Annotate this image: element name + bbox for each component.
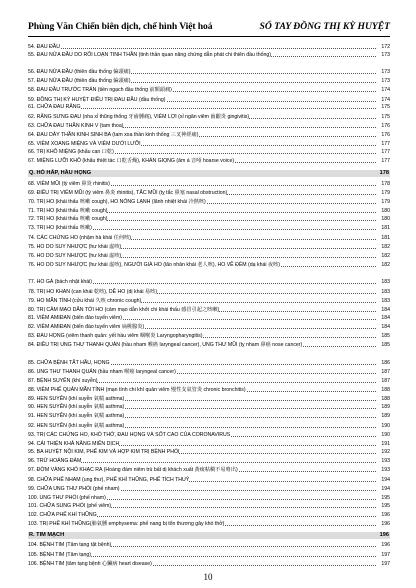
toc-entry-page: 196 xyxy=(381,512,390,518)
toc-entry-page: 175 xyxy=(381,104,390,110)
toc-entry[interactable] xyxy=(28,477,390,483)
toc-entry[interactable] xyxy=(28,387,390,393)
toc-entry-title: 57. ĐAU NỬA ĐẦU (thiên đầu thống 偏頭痛) xyxy=(28,78,131,84)
toc-entry-page: 180 xyxy=(381,216,390,222)
toc-entry-title: 66. TRỊ KHÔ MIỆNG (khẩu can 口乾) xyxy=(28,149,114,155)
toc-entry-page: 196 xyxy=(381,521,390,527)
section-title: R. TIM MẠCH xyxy=(29,532,65,538)
toc-entry-title: 88. VIÊM PHẾ QUẢN MÃN TÍNH (mạn tính chi khí quản viêm 慢性支氣管炎 chronic bronchitis) xyxy=(28,387,246,393)
toc-entry-title: 75. HO DO SUY NHƯỢC (hư khái 虛咳) xyxy=(28,244,122,250)
toc-entry-title: 84. ĐIỀU TRỊ UNG THƯ THANH QUẢN (hầu nham 喉癌 laryngeal cancer), UNG THƯ MŨI (tỵ nham 鼻癌 nose cancer) xyxy=(28,342,303,348)
toc-entry[interactable] xyxy=(28,449,390,455)
toc-entry[interactable] xyxy=(28,69,390,75)
toc-entry-title: 87. BỆNH SUYỄN (khí suyễn) xyxy=(28,378,98,384)
toc-entry[interactable] xyxy=(28,315,390,321)
toc-entry-title: 59. ĐỒNG THỊ KỲ HUYỆT ĐIỀU TRỊ ĐAU ĐẦU (đầu thống) xyxy=(28,97,166,103)
toc-entry-page: 193 xyxy=(381,467,390,473)
toc-entry[interactable] xyxy=(28,298,390,304)
toc-entry-title: 58. ĐAU ĐẦU TRƯỚC TRÁN (tiền ngạch đầu thống 前額頭痛) xyxy=(28,87,172,93)
toc-entry-title: 102. CHỮA PHẾ KHÍ THŨNG xyxy=(28,512,97,518)
toc-entry-title: 96. TRỪ HOÁNG ĐÀM xyxy=(28,458,82,464)
toc-entry-title: 61. CHỮA ĐAU RĂNG xyxy=(28,104,81,110)
toc-entry[interactable] xyxy=(28,158,390,164)
toc-entry[interactable] xyxy=(28,244,390,250)
toc-entry-title: 104. BỆNH TIM (Tâm tạng tật bệnh) xyxy=(28,542,112,548)
toc-entry-page: 182 xyxy=(381,244,390,250)
toc-entry[interactable] xyxy=(28,552,390,558)
toc-entry-title: 68. VIÊM MŨI (tỳ viêm 鼻炎 rhinitis) xyxy=(28,181,110,187)
toc-entry-page: 195 xyxy=(381,503,390,509)
toc-entry[interactable] xyxy=(28,87,390,93)
toc-entry-page: 184 xyxy=(381,315,390,321)
toc-entry-page: 184 xyxy=(381,324,390,330)
toc-entry-page: 196 xyxy=(381,542,390,548)
toc-entry-page: 189 xyxy=(381,404,390,410)
toc-entry-page: 175 xyxy=(381,114,390,120)
toc-entry-page: 183 xyxy=(381,298,390,304)
toc-entry-title: 105. BỆNH TIM (Tâm tạng) xyxy=(28,552,92,558)
toc-entry-page: 180 xyxy=(381,208,390,214)
toc-entry[interactable] xyxy=(28,78,390,84)
toc-entry-page: 176 xyxy=(381,123,390,129)
toc-entry[interactable] xyxy=(28,52,390,58)
toc-entry[interactable] xyxy=(28,342,390,348)
toc-entry-title: 82. VIÊM AMIĐAN (biển đào tuyến viêm 扁桃腺炎) xyxy=(28,324,145,330)
toc-entry-title: 69. ĐIỀU TRỊ VIÊM MŨI (tỳ viêm 鼻炎 rhinitis), TẮC MŨI (tỵ tắc 鼻塞 nasal obstruction) xyxy=(28,190,228,196)
toc-entry-title: 98. CHỮA PHẾ NHAM (ung thư), PHẾ KHÍ THŨNG, PHẾ TÍCH THUỶ xyxy=(28,477,190,483)
toc-entry-page: 176 xyxy=(381,132,390,138)
toc-entry-page: 190 xyxy=(381,423,390,429)
toc-entry-title: 62. RĂNG SƯNG ĐAU (nha xỉ thũng thống 牙齒腫痛), VIÊM LỢI (xỉ ngân viêm 齒齦炎 gingivitis) xyxy=(28,114,250,120)
toc-entry[interactable] xyxy=(28,521,390,527)
toc-entry[interactable] xyxy=(28,208,390,214)
toc-entry-page: 181 xyxy=(381,235,390,241)
toc-entry-page: 174 xyxy=(381,87,390,93)
toc-entry[interactable] xyxy=(28,262,390,268)
toc-entry[interactable] xyxy=(28,396,390,402)
toc-entry-page: 182 xyxy=(381,262,390,268)
toc-entry-title: 54. ĐAU ĐẦU xyxy=(28,44,60,50)
toc-entry-page: 174 xyxy=(381,97,390,103)
toc-entry-page: 197 xyxy=(381,561,390,567)
toc-entry-page: 186 xyxy=(381,360,390,366)
toc-entry[interactable] xyxy=(28,190,390,196)
toc-entry-page: 185 xyxy=(381,333,390,339)
toc-entry[interactable] xyxy=(28,512,390,518)
toc-entry[interactable] xyxy=(28,378,390,384)
toc-entry-page: 194 xyxy=(381,486,390,492)
toc-entry-page: 182 xyxy=(381,253,390,259)
toc-entry[interactable] xyxy=(28,97,390,103)
toc-entry-page: 172 xyxy=(381,44,390,50)
toc-entry[interactable] xyxy=(28,467,390,473)
toc-entry-title: 70. TRỊ HO (khái thấu 咳嗽 cough), HO NÓNG LẠNH (lãnh nhiệt khái 冷熱咳) xyxy=(28,199,206,205)
toc-section-heading[interactable] xyxy=(28,170,390,177)
toc-entry[interactable] xyxy=(28,44,390,50)
toc-entry-page: 173 xyxy=(381,78,390,84)
toc-entry[interactable] xyxy=(28,149,390,155)
toc-entry-page: 189 xyxy=(381,413,390,419)
toc-entry-title: 91. HEN SUYỄN (khí suyễn 氣喘 asthma) xyxy=(28,413,125,419)
toc-entry-title: 85. CHỮA BỆNH TẮT HẦU, HỌNG xyxy=(28,360,110,366)
toc-entry-title: 56. ĐAU NỬA ĐẦU (thiên đầu thống 偏頭痛) xyxy=(28,69,131,75)
toc-entry-page: 190 xyxy=(381,432,390,438)
toc-entry-title: 76. HO DO SUY NHƯỢC (hư khái 虛咳) xyxy=(28,253,122,259)
toc-entry-title: 94. CÁI THIỆN KHẢ NĂNG MIỄN DỊCH xyxy=(28,441,120,447)
toc-entry[interactable] xyxy=(28,279,390,285)
toc-entry[interactable] xyxy=(28,289,390,295)
toc-entry[interactable] xyxy=(28,458,390,464)
toc-entry-page: 177 xyxy=(381,141,390,147)
toc-entry[interactable] xyxy=(28,132,390,138)
toc-entry-page: 185 xyxy=(381,342,390,348)
toc-entry[interactable] xyxy=(28,369,390,375)
toc-entry-title: 90. HEN SUYỄN (khí suyễn 氣喘 asthma) xyxy=(28,404,125,410)
toc-entry-title: 97. ĐỜM VÀNG KHÓ KHẠC RA (Hoàng đàm niêm trù bất dị khách xuất 黃痰粘稠不易咯出) xyxy=(28,467,238,473)
toc-entry-page: 177 xyxy=(381,158,390,164)
toc-entry[interactable] xyxy=(28,503,390,509)
toc-entry-page: 194 xyxy=(381,477,390,483)
section-page: 196 xyxy=(379,532,389,538)
toc-entry[interactable] xyxy=(28,441,390,447)
toc-entry-title: 72. TRỊ HO (khái thấu 咳嗽 cough) xyxy=(28,216,108,222)
toc-entry-title: 63. CHỮA ĐAU THẦN KINH V (tam thoa) xyxy=(28,123,124,129)
toc-entry-page: 173 xyxy=(381,69,390,75)
page-header xyxy=(28,21,390,35)
toc-entry-title: 78. TRỊ HO KHAN (can khái 乾咳), DỄ HO (dị khái 易咳) xyxy=(28,289,158,295)
toc-entry[interactable] xyxy=(28,123,390,129)
toc-entry-title: 93. TRỊ CÁC CHỨNG HO, KHÓ THỞ, ĐAU HỌNG VÀ SỐT CAO CỦA CORONAVIRUS xyxy=(28,432,231,438)
toc-entry-page: 188 xyxy=(381,396,390,402)
toc-entry-page: 191 xyxy=(381,441,390,447)
toc-entry[interactable] xyxy=(28,542,390,548)
toc-entry-page: 183 xyxy=(381,289,390,295)
toc-entry-title: 100. UNG THƯ PHỔI (phế nham) xyxy=(28,495,106,501)
toc-entry[interactable] xyxy=(28,216,390,222)
toc-entry-title: 83. ĐAU HỌNG (viêm thanh quản: yết hầu viêm 咽喉炎 Laryngopharyngitis) xyxy=(28,333,203,339)
toc-entry[interactable] xyxy=(28,181,390,187)
toc-section-heading[interactable] xyxy=(28,532,390,539)
running-header-right: SỔ TAY ĐỒNG THỊ KỲ HUYỆT xyxy=(259,21,390,32)
toc-entry-page: 184 xyxy=(381,307,390,313)
toc-entry[interactable] xyxy=(28,413,390,419)
toc-entry-page: 177 xyxy=(381,149,390,155)
toc-entry-title: 99. CHỮA UNG THƯ PHỔI (phế nham) xyxy=(28,486,120,492)
toc-entry-page: 193 xyxy=(381,458,390,464)
toc-entry-page: 179 xyxy=(381,190,390,196)
toc-entry[interactable] xyxy=(28,104,390,110)
section-page: 178 xyxy=(379,170,389,176)
toc-entry[interactable] xyxy=(28,253,390,259)
toc-entry-title: 77. HO GÀ (bách nhật khái) xyxy=(28,279,93,285)
toc-entry[interactable] xyxy=(28,404,390,410)
toc-entry-page: 173 xyxy=(381,52,390,58)
toc-entry[interactable] xyxy=(28,561,390,567)
toc-entry[interactable] xyxy=(28,333,390,339)
toc-entry[interactable] xyxy=(28,199,390,205)
toc-entry[interactable] xyxy=(28,114,390,120)
toc-entry-title: 71. TRỊ HO (khái thấu 咳嗽 cough) xyxy=(28,208,108,214)
toc-entry[interactable] xyxy=(28,324,390,330)
toc-entry-page: 192 xyxy=(381,449,390,455)
toc-entry[interactable] xyxy=(28,360,390,366)
toc-entry[interactable] xyxy=(28,423,390,429)
toc-entry[interactable] xyxy=(28,235,390,241)
toc-entry-title: 81. VIÊM AMIĐAN (biển đào tuyến viêm) xyxy=(28,315,122,321)
page-number: 10 xyxy=(203,572,213,582)
toc-entry-title: 95. BA HUYỆT NỘI KIM, PHẾ KIM VÀ HỢP KIM TRỊ BỆNH PHỔI xyxy=(28,449,180,455)
toc-entry[interactable] xyxy=(28,307,390,313)
section-title: Q. HỎ HẤP, HẦU HỌNG xyxy=(29,170,92,176)
toc-entry-title: 80. TRỊ CẢM MẠO DẪN TỚI HO (cảm mạo dẫn khởi chi khái thấu 感冒引起之咳嗽) xyxy=(28,307,220,313)
toc-entry-title: 67. MIỆNG LƯỠI KHÔ (khẩu thiệt tác 口乾舌燥), KHÀN GIỌNG (âm á 音啞 hoarse voice) xyxy=(28,158,235,164)
toc-entry-title: 76. HO DO SUY NHƯỢC (hư khái 虛咳), NGƯỜI GIÀ HO (lão nhân khái 老人咳), HO VỀ ĐÊM (dạ khái 夜咳) xyxy=(28,262,281,268)
toc-entry-page: 187 xyxy=(381,369,390,375)
toc-entry-title: 86. UNG THƯ THANH QUẢN (hầu nham 喉癌 laryngeal cancer) xyxy=(28,369,176,375)
toc-entry[interactable] xyxy=(28,141,390,147)
toc-entry-title: 73. TRỊ HO (khái thấu 咳嗽) xyxy=(28,225,92,231)
header-rule xyxy=(28,36,390,37)
toc-entry-page: 178 xyxy=(381,181,390,187)
toc-entry[interactable] xyxy=(28,495,390,501)
toc-entry[interactable] xyxy=(28,225,390,231)
toc-entry-page: 179 xyxy=(381,199,390,205)
toc-entry-page: 197 xyxy=(381,552,390,558)
toc-entry-title: 92. HEN SUYỄN (khí suyễn 氣喘 asthma) xyxy=(28,423,125,429)
toc-entry-page: 183 xyxy=(381,279,390,285)
toc-entry-title: 89. HEN SUYỄN (khí suyễn 氣喘 asthma) xyxy=(28,396,125,402)
toc-entry-page: 181 xyxy=(381,225,390,231)
running-header-left: Phùng Văn Chiến biên dịch, chế hình Việt hoá xyxy=(28,21,213,32)
toc-entry-page: 187 xyxy=(381,378,390,384)
toc-entry-title: 55. ĐAU NỬA ĐẦU DO RỐI LOẠN TINH THẦN (tinh thần quan năng chứng dẫn phát chi thiên đầu thống) xyxy=(28,52,272,58)
toc-entry-title: 65. VIÊM XOANG MIỆNG VÀ VIÊM DƯỚI LƯỠI xyxy=(28,141,141,147)
dot-leader xyxy=(28,48,376,49)
toc-entry-title: 103. TRỊ PHẾ KHÍ THŨNG(肺氣腫 emphysema: phế nang bị tổn thương gây khó thở) xyxy=(28,521,225,527)
table-of-contents xyxy=(28,40,390,566)
toc-entry-title: 74. CÁC CHỨNG HO (nhậm hà khái 任何咳) xyxy=(28,235,132,241)
toc-entry-title: 79. HO MÃN TÍNH (cửu khái 久咳 chronic cough) xyxy=(28,298,142,304)
toc-entry-page: 188 xyxy=(381,387,390,393)
toc-entry[interactable] xyxy=(28,486,390,492)
toc-entry[interactable] xyxy=(28,432,390,438)
toc-entry-title: 101. CHỮA SUNG PHỔI (phế viêm) xyxy=(28,503,112,509)
toc-entry-page: 195 xyxy=(381,495,390,501)
toc-entry-title: 106. BỆNH TIM (tâm tạng bệnh 心臟病 heart disease) xyxy=(28,561,152,567)
toc-entry-title: 64. ĐAU DÂY THẦN KINH SINH BA (tam xoa thần kinh thống 三叉神經痛) xyxy=(28,132,199,138)
